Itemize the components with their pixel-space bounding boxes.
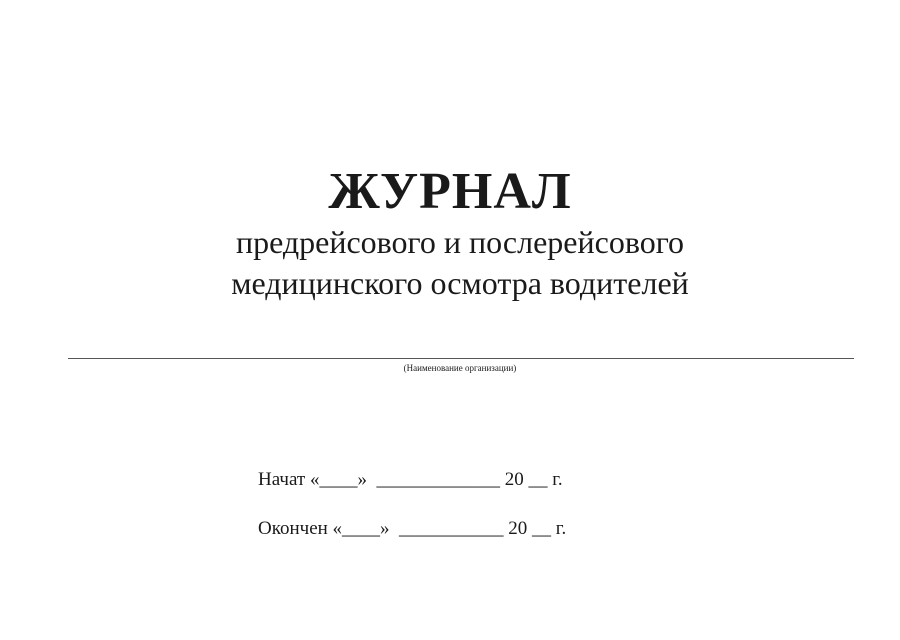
organization-name-line [68,358,854,359]
finished-date-line: Окончен «____» ___________ 20 __ г. [258,518,567,539]
organization-caption: (Наименование организации) [403,363,517,373]
journal-title: ЖУРНАЛ [328,163,572,220]
journal-subtitle-line-2: медицинского осмотра водителей [231,265,689,301]
started-date-line: Начат «____» _____________ 20 __ г. [258,469,563,490]
journal-subtitle-line-1: предрейсового и послерейсового [235,224,685,260]
